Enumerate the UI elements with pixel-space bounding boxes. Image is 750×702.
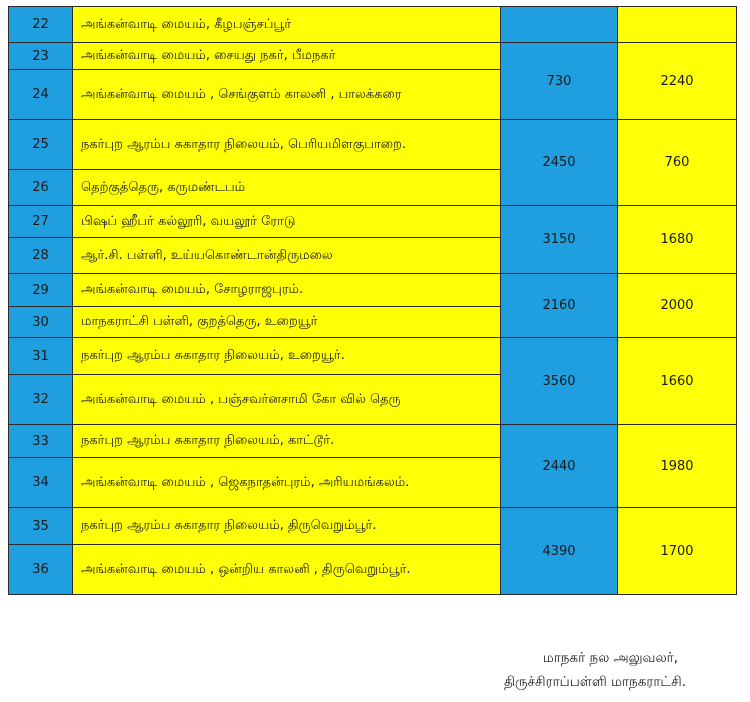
- centre-name: நகர்புற ஆரம்ப சுகாதார நிலையம், திருவெறும்பூர்.: [73, 508, 501, 545]
- row-number: 36: [9, 545, 73, 595]
- value-column-1: 2160: [501, 274, 618, 338]
- value-column-1: 3560: [501, 338, 618, 425]
- centre-name: அங்கன்வாடி மையம் , ஒன்றிய காலனி , திருவெறும்பூர்.: [73, 545, 501, 595]
- centre-name: அங்கன்வாடி மையம், சையது நகர், பீமநகர்: [73, 43, 501, 70]
- centre-name: தெற்குத்தெரு, கருமண்டபம்: [73, 170, 501, 206]
- value-column-1: 730: [501, 43, 618, 120]
- value-column-2: 1680: [618, 206, 737, 274]
- value-column-2: 1660: [618, 338, 737, 425]
- row-number: 22: [9, 7, 73, 43]
- value-column-2: 2240: [618, 43, 737, 120]
- table-row: [9, 338, 737, 375]
- row-number: 27: [9, 206, 73, 238]
- value-column-2: 2000: [618, 274, 737, 338]
- signatory-office: திருச்சிராப்பள்ளி மாநகராட்சி.: [504, 674, 686, 690]
- row-number: 28: [9, 238, 73, 274]
- row-number: 29: [9, 274, 73, 307]
- row-number: 25: [9, 120, 73, 170]
- value-column-1: 2450: [501, 120, 618, 206]
- table-row: [9, 508, 737, 545]
- centre-name: அங்கன்வாடி மையம் , செங்குளம் காலனி , பாலக்கரை: [73, 70, 501, 120]
- table-row: [9, 425, 737, 458]
- value-column-1: 4390: [501, 508, 618, 595]
- table-row: [9, 120, 737, 170]
- row-number: 32: [9, 375, 73, 425]
- table-row: [9, 7, 737, 43]
- row-number: 23: [9, 43, 73, 70]
- value-column-2: 1700: [618, 508, 737, 595]
- signatory-designation: மாநகர் நல அலுவலர்,: [542, 650, 678, 666]
- value-column-1: 2440: [501, 425, 618, 508]
- row-number: 24: [9, 70, 73, 120]
- centre-name: நகர்புற ஆரம்ப சுகாதார நிலையம், பெரியமிளகுபாறை.: [73, 120, 501, 170]
- centre-table: [8, 6, 737, 595]
- centre-name: அங்கன்வாடி மையம், சோழராஜபுரம்.: [73, 274, 501, 307]
- row-number: 35: [9, 508, 73, 545]
- centre-name: நகர்புற ஆரம்ப சுகாதார நிலையம், உறையூர்.: [73, 338, 501, 375]
- table-row: [9, 206, 737, 238]
- centre-name: அங்கன்வாடி மையம் , பஞ்சவர்னசாமி கோ வில் தெரு: [73, 375, 501, 425]
- value-column-2: 760: [618, 120, 737, 206]
- centre-name: பிஷப் ஹீபர் கல்லூரி, வயலூர் ரோடு: [73, 206, 501, 238]
- centre-name: அங்கன்வாடி மையம், கீழபஞ்சப்பூர்: [73, 7, 501, 43]
- centre-name: நகர்புற ஆரம்ப சுகாதார நிலையம், காட்டூர்.: [73, 425, 501, 458]
- row-number: 26: [9, 170, 73, 206]
- value-column-1: [501, 7, 618, 43]
- value-column-2: 1980: [618, 425, 737, 508]
- centre-name: அங்கன்வாடி மையம் , ஜெகநாதன்புரம், அரியமங்கலம்.: [73, 458, 501, 508]
- row-number: 30: [9, 307, 73, 338]
- row-number: 34: [9, 458, 73, 508]
- value-column-1: 3150: [501, 206, 618, 274]
- centre-name: ஆர்.சி. பள்ளி, உய்யகொண்டான்திருமலை: [73, 238, 501, 274]
- table-row: [9, 43, 737, 70]
- table-row: [9, 274, 737, 307]
- value-column-2: [618, 7, 737, 43]
- row-number: 33: [9, 425, 73, 458]
- centre-name: மாநகராட்சி பள்ளி, குறத்தெரு, உறையூர்: [73, 307, 501, 338]
- row-number: 31: [9, 338, 73, 375]
